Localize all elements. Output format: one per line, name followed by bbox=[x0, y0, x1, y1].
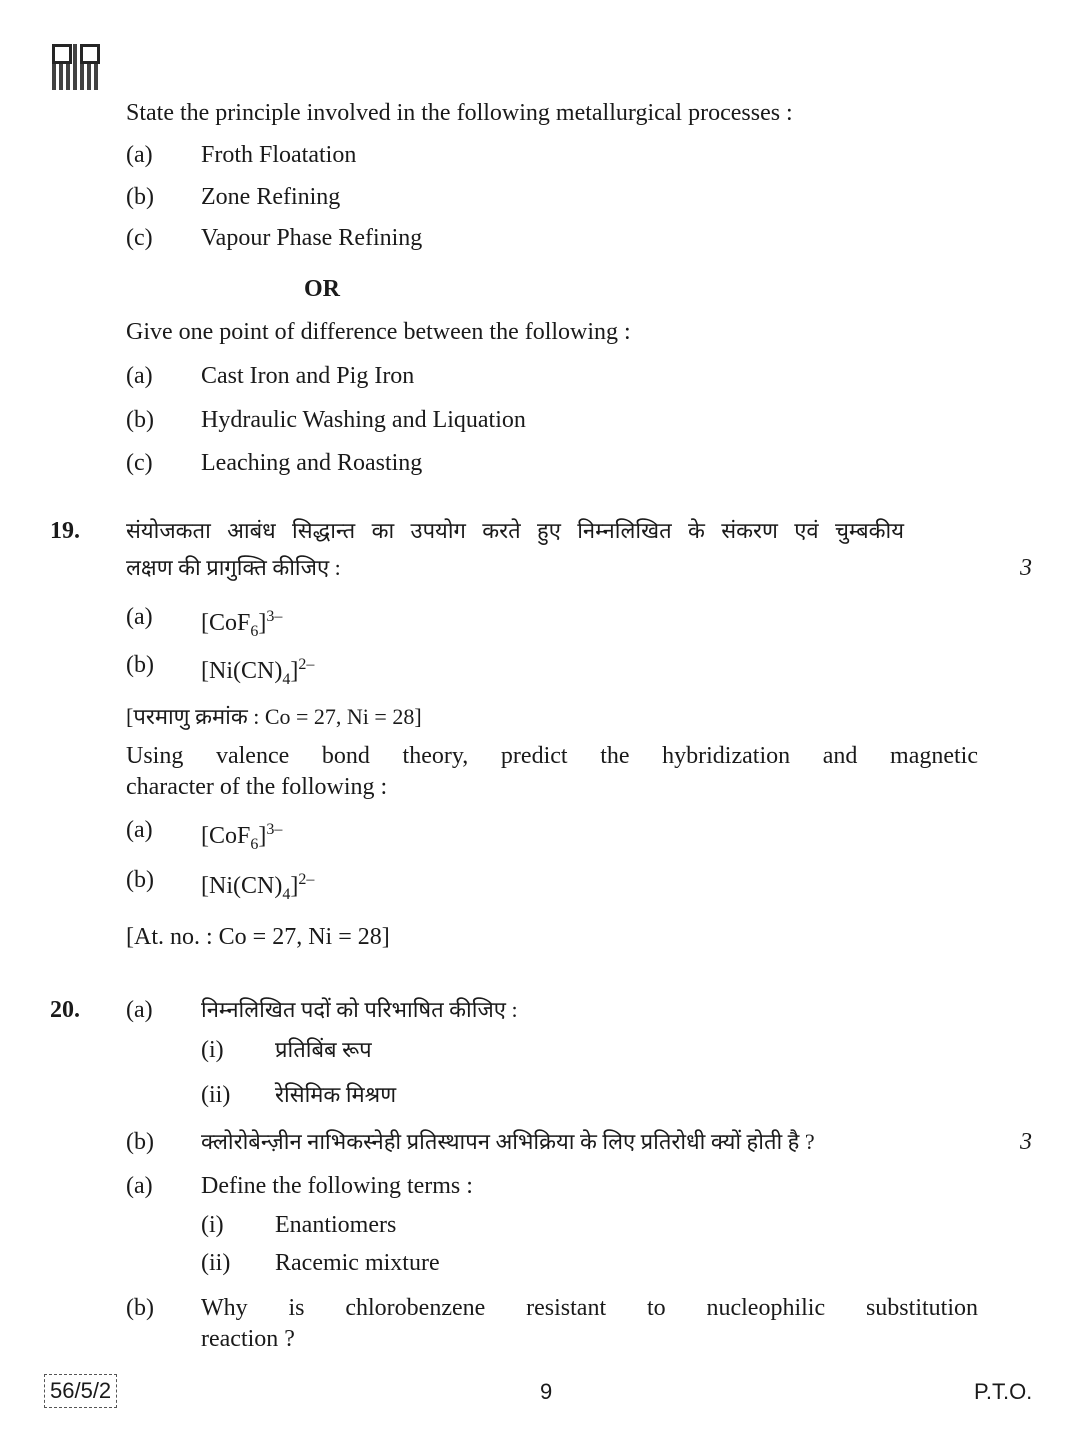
q19-english-line1: Using valence bond theory, predict the hybridization and magnetic bbox=[126, 743, 978, 769]
q18-item-c: Vapour Phase Refining bbox=[201, 225, 423, 251]
q19-hindi-note: [परमाणु क्रमांक : Co = 27, Ni = 28] bbox=[126, 704, 422, 729]
q19-en-label-a: (a) bbox=[126, 817, 153, 843]
q18-alt-intro: Give one point of difference between the following : bbox=[126, 319, 631, 345]
q19-hi-label-b: (b) bbox=[126, 652, 154, 678]
q20-english-b-line1: Why is chlorobenzene resistant to nucleophilic substitution bbox=[201, 1295, 978, 1321]
q19-hi-formula-b: $[Ni(CN)_4]^{2-}$ bbox=[201, 656, 315, 688]
paper-code: 56/5/2 bbox=[44, 1374, 117, 1408]
qr-code bbox=[52, 44, 100, 90]
q20-english-i: Enantiomers bbox=[275, 1212, 397, 1238]
q19-hi-formula-a: $[CoF_6]^{3-}$ bbox=[201, 608, 283, 640]
q18-item-b: Zone Refining bbox=[201, 184, 341, 210]
q20-hindi-a: निम्नलिखित पदों को परिभाषित कीजिए : bbox=[201, 997, 518, 1022]
q18-alt-label-c: (c) bbox=[126, 450, 153, 476]
q20-en-label-ii: (ii) bbox=[201, 1250, 231, 1276]
q20-english-b-line2: reaction ? bbox=[201, 1326, 295, 1352]
q20-en-label-a: (a) bbox=[126, 1173, 153, 1199]
q18-alt-item-b: Hydraulic Washing and Liquation bbox=[201, 407, 526, 433]
q20-en-label-b: (b) bbox=[126, 1295, 154, 1321]
q18-label-b: (b) bbox=[126, 184, 154, 210]
q20-hi-label-ii: (ii) bbox=[201, 1082, 231, 1108]
q20-marks: 3 bbox=[1020, 1129, 1032, 1155]
page-number: 9 bbox=[540, 1379, 553, 1404]
q19-en-formula-a: $[CoF_6]^{3-}$ bbox=[201, 821, 283, 853]
q19-en-formula-b: $[Ni(CN)_4]^{2-}$ bbox=[201, 871, 315, 903]
q19-marks: 3 bbox=[1020, 555, 1032, 581]
pto-label: P.T.O. bbox=[974, 1379, 1033, 1404]
q19-hi-label-a: (a) bbox=[126, 604, 153, 630]
q20-english-ii: Racemic mixture bbox=[275, 1250, 440, 1276]
q19-hindi-line2: लक्षण की प्रागुक्ति कीजिए : bbox=[126, 555, 341, 580]
q20-hindi-i: प्रतिबिंब रूप bbox=[275, 1037, 372, 1062]
q19-number: 19. bbox=[50, 518, 80, 544]
q20-hindi-b: क्लोरोबेन्ज़ीन नाभिकस्नेही प्रतिस्थापन अभिक्रिया के लिए प्रतिरोधी क्यों होती है ? bbox=[201, 1129, 815, 1154]
q18-label-c: (c) bbox=[126, 225, 153, 251]
q20-hi-label-b: (b) bbox=[126, 1129, 154, 1155]
q20-en-label-i: (i) bbox=[201, 1212, 224, 1238]
q20-hi-label-i: (i) bbox=[201, 1037, 224, 1063]
q18-alt-label-b: (b) bbox=[126, 407, 154, 433]
q18-alt-label-a: (a) bbox=[126, 363, 153, 389]
q19-english-line2: character of the following : bbox=[126, 774, 388, 800]
q19-english-note: [At. no. : Co = 27, Ni = 28] bbox=[126, 924, 390, 950]
q20-hindi-ii: रेसिमिक मिश्रण bbox=[275, 1082, 397, 1107]
q19-en-label-b: (b) bbox=[126, 867, 154, 893]
q20-english-a: Define the following terms : bbox=[201, 1173, 473, 1199]
q20-number: 20. bbox=[50, 997, 80, 1023]
q20-hi-label-a: (a) bbox=[126, 997, 153, 1023]
q19-hindi-line1: संयोजकता आबंध सिद्धान्त का उपयोग करते हुए निम्नलिखित के संकरण एवं चुम्बकीय bbox=[126, 518, 904, 543]
q18-item-a: Froth Floatation bbox=[201, 142, 357, 168]
or-label: OR bbox=[304, 276, 340, 302]
q18-label-a: (a) bbox=[126, 142, 153, 168]
q18-alt-item-a: Cast Iron and Pig Iron bbox=[201, 363, 415, 389]
q18-alt-item-c: Leaching and Roasting bbox=[201, 450, 423, 476]
q18-intro: State the principle involved in the following metallurgical processes : bbox=[126, 100, 793, 126]
